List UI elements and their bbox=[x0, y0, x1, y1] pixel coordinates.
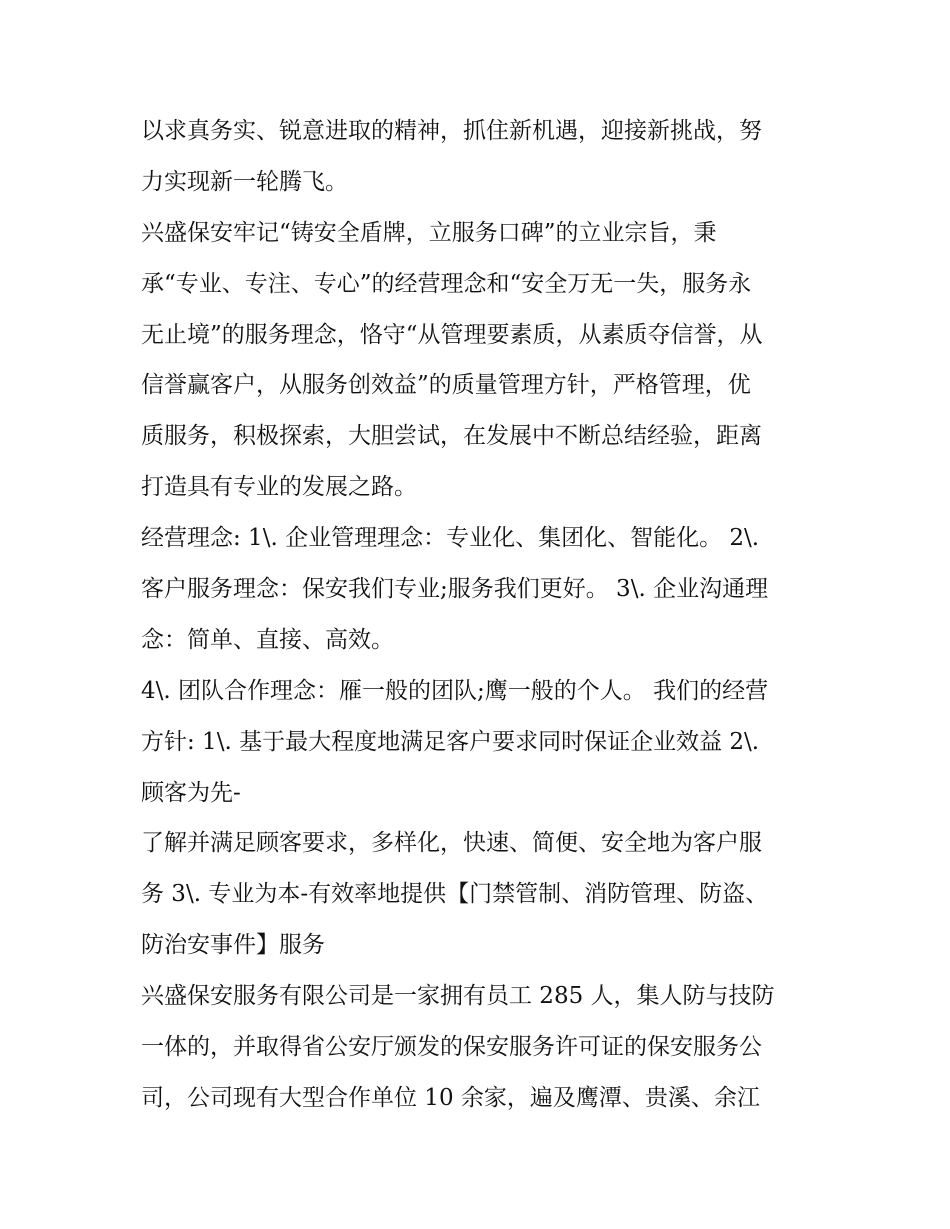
text-line: 承“专业、专注、专心”的经营理念和“安全万无一失，服务永 bbox=[141, 270, 752, 297]
text-line: 力实现新一轮腾飞。 bbox=[141, 168, 348, 195]
text-line: 信誉赢客户，从服务创效益”的质量管理方针，严格管理，优 bbox=[141, 372, 751, 399]
text-line: 兴盛保安服务有限公司是一家拥有员工 285 人，集人防与技防 bbox=[141, 983, 775, 1010]
text-line: 打造具有专业的发展之路。 bbox=[141, 474, 417, 501]
text-line: 4\. 团队合作理念：雁一般的团队;鹰一般的个人。 我们的经营 bbox=[141, 677, 769, 704]
text-line: 顾客为先- bbox=[141, 779, 241, 806]
text-line: 司，公司现有大型合作单位 10 余家，遍及鹰潭、贵溪、余江 bbox=[141, 1084, 760, 1111]
text-line: 了解并满足顾客要求，多样化，快速、简便、安全地为客户服 bbox=[141, 830, 762, 857]
text-line: 无止境”的服务理念，恪守“从管理要素质，从素质夺信誉，从 bbox=[141, 321, 763, 348]
text-line: 方针: 1\. 基于最大程度地满足客户要求同时保证企业效益 2\. bbox=[141, 728, 760, 755]
text-line: 以求真务实、锐意进取的精神，抓住新机遇，迎接新挑战，努 bbox=[141, 118, 762, 144]
text-line: 兴盛保安牢记“铸安全盾牌，立服务口碑”的立业宗旨，秉 bbox=[141, 219, 717, 246]
text-line: 防治安事件】服务 bbox=[141, 932, 325, 959]
document-body bbox=[141, 106, 821, 1124]
text-line: 一体的，并取得省公安厅颁发的保安服务许可证的保安服务公 bbox=[141, 1034, 762, 1061]
text-line: 念：简单、直接、高效。 bbox=[141, 626, 394, 653]
text-line: 质服务，积极探索，大胆尝试，在发展中不断总结经验，距离 bbox=[141, 423, 762, 450]
text-line: 务 3\. 专业为本-有效率地提供【门禁管制、消防管理、防盗、 bbox=[141, 881, 769, 908]
text-line: 客户服务理念：保安我们专业;服务我们更好。 3\. 企业沟通理 bbox=[141, 576, 769, 603]
text-line: 经营理念: 1\. 企业管理理念：专业化、集团化、智能化。 2\. bbox=[141, 525, 760, 552]
